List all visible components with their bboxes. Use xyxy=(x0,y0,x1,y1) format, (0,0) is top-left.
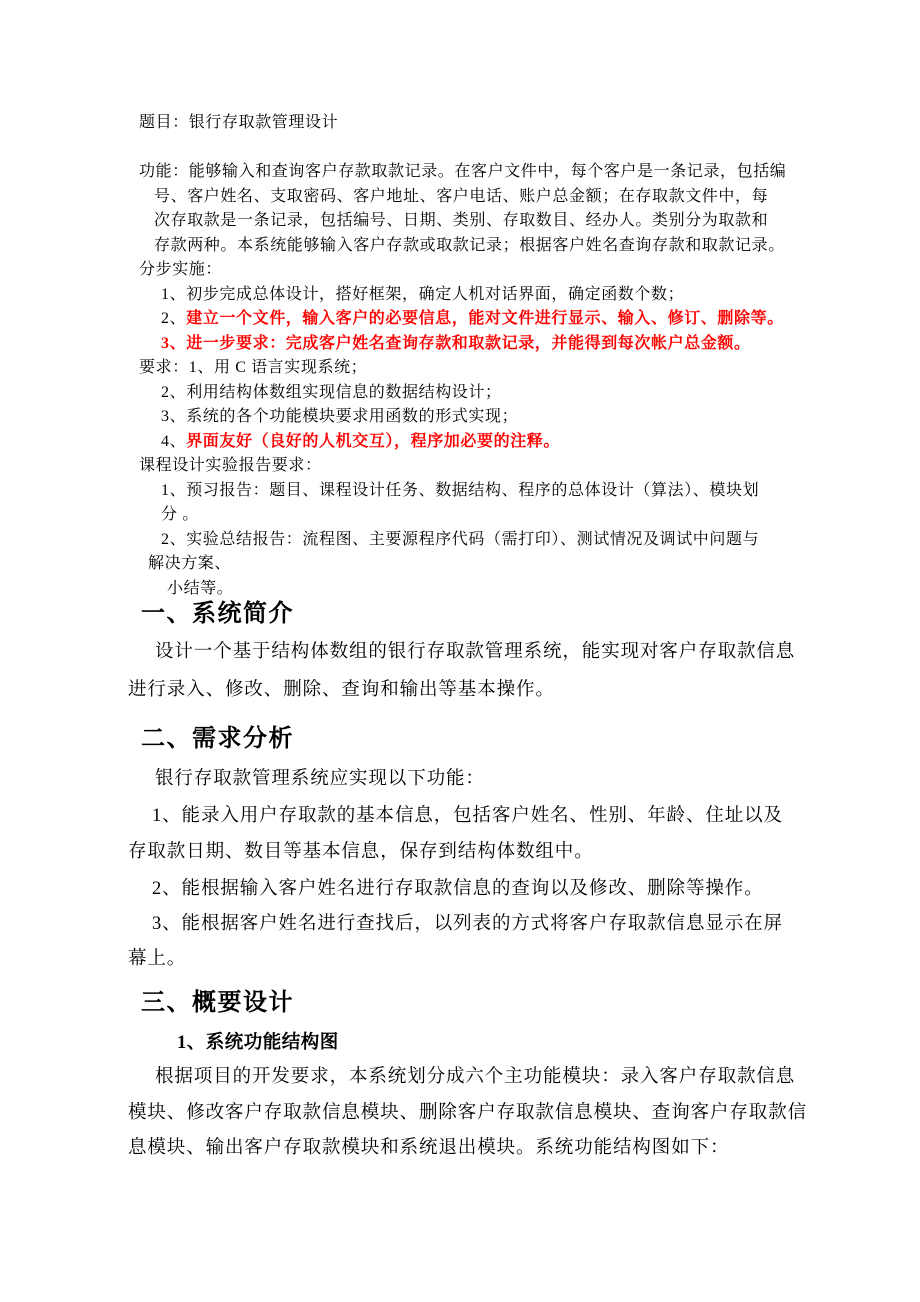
red-text-segment: 3、进一步要求：完成客户姓名查询存款和取款记录，并能得到每次帐户总金额。 xyxy=(161,335,751,352)
text-segment: 模块、修改客户存取款信息模块、删除客户存取款信息模块、查询客户存取款信 xyxy=(128,1103,808,1123)
text-segment: 分 。 xyxy=(161,506,199,523)
report-require-label xyxy=(139,456,322,476)
text-segment: 4、 xyxy=(161,433,187,450)
text-segment: 3、系统的各个功能模块要求用函数的形式实现； xyxy=(161,408,519,425)
require-item-2 xyxy=(161,383,502,403)
text-segment: 2、实验总结报告：流程图、主要源程序代码（需打印）、测试情况及调试中问题与 xyxy=(161,531,760,548)
function-line-4 xyxy=(154,236,785,256)
text-segment: 题目：银行存取款管理设计 xyxy=(139,114,339,131)
text-segment: 功能：能够输入和查询客户存款取款记录。在客户文件中，每个客户是一条记录，包括编 xyxy=(139,163,787,180)
text-segment: 存款两种。本系统能够输入客户存款或取款记录；根据客户姓名查询存款和取款记录。 xyxy=(154,237,785,254)
report-item-1-cont xyxy=(161,505,199,525)
red-text-segment: 界面友好（良好的人机交互），程序加必要的注释。 xyxy=(186,433,561,450)
step-item-1 xyxy=(161,285,684,305)
req-item-3-line-1 xyxy=(152,913,783,936)
heading-requirements xyxy=(141,724,294,754)
require-item-1 xyxy=(139,358,367,378)
text-segment: 课程设计实验报告要求： xyxy=(139,457,322,474)
text-segment: 2、能根据输入客户姓名进行存取款信息的查询以及修改、删除等操作。 xyxy=(152,879,764,899)
text-segment: 设计一个基于结构体数组的银行存取款管理系统，能实现对客户存取款信息 xyxy=(155,642,796,662)
require-item-3 xyxy=(161,407,518,427)
text-segment: 幕上。 xyxy=(128,949,187,969)
text-segment: 2、利用结构体数组实现信息的数据结构设计； xyxy=(161,384,502,401)
text-segment: 3、能根据客户姓名进行查找后，以列表的方式将客户存取款信息显示在屏 xyxy=(152,914,783,934)
function-line-3 xyxy=(154,211,768,231)
text-segment: 小结等。 xyxy=(167,580,234,597)
text-segment: 分步实施： xyxy=(139,261,223,278)
text-segment: 1、初步完成总体设计，搭好框架，确定人机对话界面，确定函数个数； xyxy=(161,286,685,303)
text-segment: 银行存取款管理系统应实现以下功能： xyxy=(155,769,485,789)
text-segment: 次存取款是一条记录，包括编号、日期、类别、存取数目、经办人。类别分为取款和 xyxy=(154,212,769,229)
title-line xyxy=(139,113,338,133)
require-item-4 xyxy=(161,432,560,452)
intro-line-2 xyxy=(128,679,555,702)
req-item-1-line-1 xyxy=(152,805,783,828)
text-segment: 二、需求分析 xyxy=(141,725,294,752)
text-segment: 三、概要设计 xyxy=(141,989,294,1016)
text-segment: 1、能录入用户存取款的基本信息，包括客户姓名、性别、年龄、住址以及 xyxy=(152,806,783,826)
steps-label xyxy=(139,260,222,280)
intro-line-1 xyxy=(155,641,795,664)
text-segment: 1、系统功能结构图 xyxy=(177,1033,339,1053)
req-intro-line xyxy=(155,768,485,791)
report-item-2-cont-1 xyxy=(148,554,231,574)
function-line-2 xyxy=(154,187,768,207)
report-item-1 xyxy=(161,481,759,501)
req-item-3-line-2 xyxy=(128,948,186,971)
text-segment: 1、预习报告：题目、课程设计任务、数据结构、程序的总体设计（算法）、模块划 xyxy=(161,482,760,499)
heading-system-intro xyxy=(141,599,294,629)
function-line-1 xyxy=(139,162,786,182)
subheading-structure xyxy=(177,1032,339,1055)
design-line-1 xyxy=(155,1066,795,1089)
text-segment: 号、客户姓名、支取密码、客户地址、客户电话、账户总金额；在存取款文件中，每 xyxy=(154,188,769,205)
text-segment: 2、 xyxy=(161,310,187,327)
text-segment: 存取款日期、数目等基本信息，保存到结构体数组中。 xyxy=(128,842,594,862)
text-segment: 要求：1、用 C 语言实现系统； xyxy=(139,359,368,376)
text-segment: 解决方案、 xyxy=(148,555,232,572)
text-segment: 根据项目的开发要求，本系统划分成六个主功能模块：录入客户存取款信息 xyxy=(155,1067,796,1087)
step-item-3 xyxy=(161,334,751,354)
design-line-2 xyxy=(128,1102,807,1125)
design-line-3 xyxy=(128,1137,729,1160)
report-item-2 xyxy=(161,530,759,550)
req-item-2-line xyxy=(152,878,764,901)
step-item-2 xyxy=(161,309,784,329)
text-segment: 进行录入、修改、删除、查询和输出等基本操作。 xyxy=(128,680,555,700)
heading-outline-design xyxy=(141,988,294,1018)
text-segment: 息模块、输出客户存取款模块和系统退出模块。系统功能结构图如下： xyxy=(128,1138,730,1158)
report-item-2-cont-2 xyxy=(167,579,233,599)
red-text-segment: 建立一个文件，输入客户的必要信息，能对文件进行显示、输入、修订、删除等。 xyxy=(186,310,784,327)
text-segment: 一、系统简介 xyxy=(141,600,294,627)
req-item-1-line-2 xyxy=(128,841,594,864)
